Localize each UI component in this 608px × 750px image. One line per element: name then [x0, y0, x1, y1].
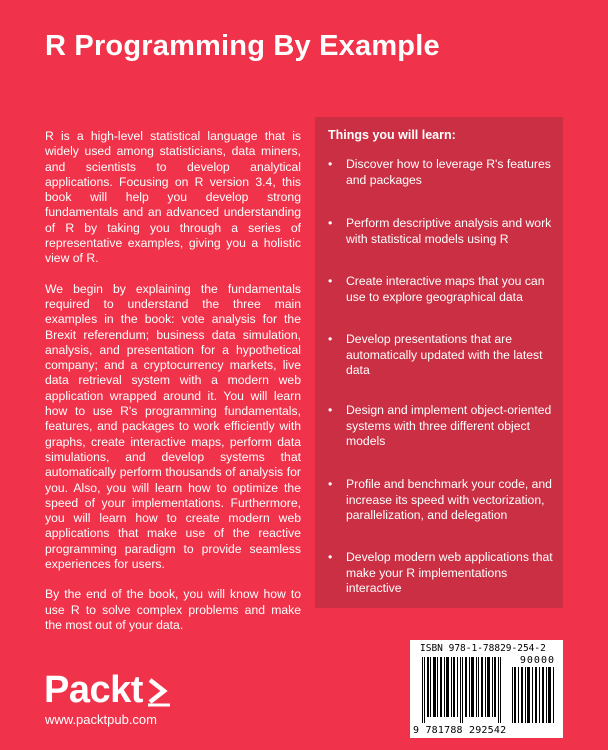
- learn-item: [328, 216, 553, 247]
- learn-heading: Things you will learn:: [328, 128, 456, 142]
- isbn-text: ISBN 978-1-78829-254-2: [420, 643, 546, 654]
- learn-item-text: Profile and benchmark your code, and increase its speed with vectorization, parallelization, and delegation: [346, 477, 552, 522]
- learn-item: [328, 157, 553, 188]
- book-title: R Programming By Example: [45, 30, 440, 62]
- barcode-addon-bars: [512, 667, 556, 723]
- learn-item: [328, 477, 553, 524]
- learn-panel: [315, 117, 563, 608]
- book-description: [45, 129, 301, 648]
- bullet-icon: •: [328, 550, 333, 564]
- publisher-logo: [44, 670, 172, 710]
- chevron-logo-icon: [146, 677, 172, 707]
- learn-item-text: Create interactive maps that you can use to explore geographical data: [346, 274, 545, 304]
- bullet-icon: •: [328, 403, 333, 417]
- learn-item: [328, 332, 553, 379]
- learn-item: [328, 274, 553, 305]
- learn-item-text: Develop presentations that are automatically updated with the latest data: [346, 332, 543, 377]
- isbn-barcode: [410, 640, 563, 738]
- description-paragraph: R is a high-level statistical language that is widely used among statisticians, data miners, and scientists to develop analytical applications. Focusing on R version 3.4, this book will help you develop strong fundamentals and an advanced understanding of R by taking you through a series of representative examples, giving you a holistic view of R.: [45, 129, 301, 266]
- barcode-bars: [422, 657, 504, 723]
- learn-item-text: Develop modern web applications that make your R implementations interactive: [346, 550, 553, 595]
- bullet-icon: •: [328, 216, 333, 230]
- learn-item: [328, 550, 553, 597]
- publisher-website-link[interactable]: www.packtpub.com: [45, 712, 157, 727]
- learn-item-text: Design and implement object-oriented systems with three different object models: [346, 403, 552, 448]
- logo-text: Packt: [44, 669, 143, 711]
- description-paragraph: We begin by explaining the fundamentals required to understand the three main examples in the book: vote analysis for the Brexit referendum; business data simulation, analysis, and presentation for a hypothetical company; and a cryptocurrency markets, live data retrieval system with a modern web application wrapped around it. You will learn how to use R's programming fundamentals, features, and packages to work efficiently with graphs, create interactive maps, perform data simulations, and develop systems that automatically perform thousands of analysis for you. Also, you will learn how to optimize the speed of your implementations. Furthermore, you will learn how to create modern web applications that make use of the reactive programming paradigm to provide seamless experiences for users.: [45, 281, 301, 572]
- bullet-icon: •: [328, 477, 333, 491]
- learn-item-text: Perform descriptive analysis and work with statistical models using R: [346, 216, 552, 246]
- description-paragraph: By the end of the book, you will know how to use R to solve complex problems and make the most out of your data.: [45, 587, 301, 632]
- barcode-digits: 9 781788 292542: [413, 725, 507, 736]
- learn-item: [328, 403, 553, 450]
- learn-item-text: Discover how to leverage R's features and packages: [346, 157, 551, 187]
- bullet-icon: •: [328, 157, 333, 171]
- price-code: 90000: [519, 655, 555, 666]
- bullet-icon: •: [328, 274, 333, 288]
- bullet-icon: •: [328, 332, 333, 346]
